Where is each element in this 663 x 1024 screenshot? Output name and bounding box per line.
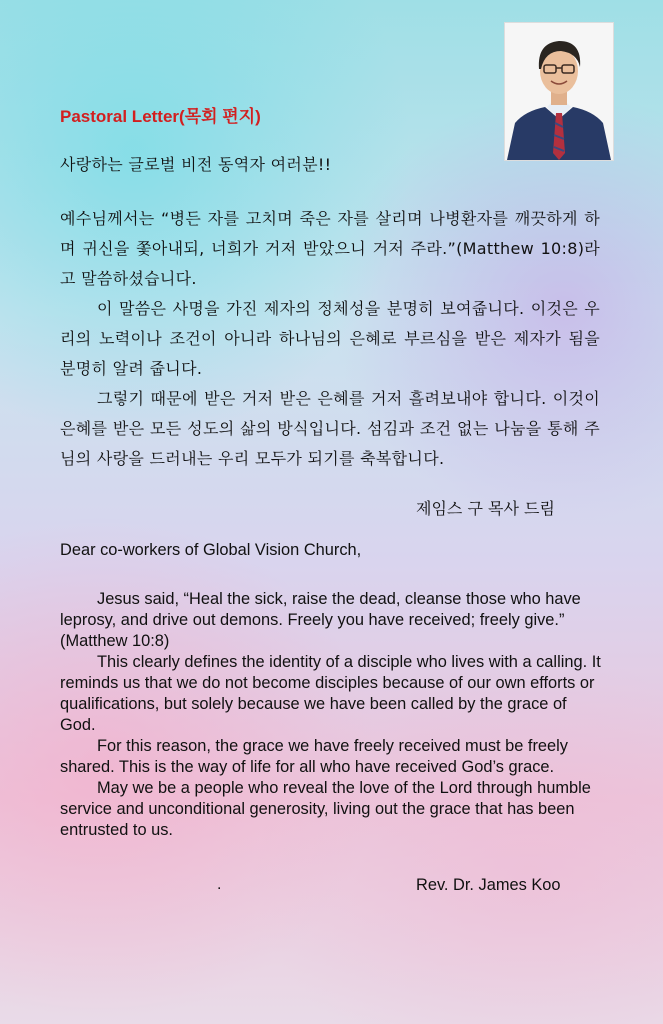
letter-title: Pastoral Letter(목회 편지) [60,107,261,126]
english-signature: Rev. Dr. James Koo [416,876,561,894]
korean-greeting-text: 사랑하는 글로벌 비전 동역자 여러분!! [60,155,332,174]
english-paragraph: For this reason, the grace we have freely received must be freely shared. This is the way of life for all who have received God’s grace. [60,737,568,776]
english-paragraph: Jesus said, “Heal the sick, raise the dead, cleanse those who have leprosy, and drive out demons. Freely you have received; freely give.” (Matthew 10:8) [60,590,581,650]
korean-paragraph: 이 말씀은 사명을 가진 제자의 정체성을 분명히 보여줍니다. 이것은 우리의 노력이나 조건이 아니라 하나님의 은혜로 부르심을 받은 제자가 됨을 분명히 알려 줍니다. [60,299,600,378]
korean-body [60,204,600,474]
english-paragraph: This clearly defines the identity of a disciple who lives with a calling. It reminds us that we do not become disciples because of our own efforts or qualifications, but solely because we have been called by the grace of God. [60,653,601,734]
english-greeting: Dear co-workers of Global Vision Church, [60,541,362,559]
pastor-photo [504,22,614,161]
pastor-portrait-image [505,23,613,160]
korean-greeting [60,150,600,180]
english-body [60,589,605,841]
korean-signature: 제임스 구 목사 드림 [416,499,555,518]
english-paragraph: May we be a people who reveal the love of the Lord through humble service and unconditional generosity, living out the grace that has been entrusted to us. [60,779,591,839]
korean-paragraph: 예수님께서는 “병든 자를 고치며 죽은 자를 살리며 나병환자를 깨끗하게 하며 귀신을 쫓아내되, 너희가 거저 받았으니 거저 주라.”(Matthew 10:8)라고 말씀하셨습니다. [60,209,600,288]
korean-paragraph: 그렇기 때문에 받은 거저 받은 은혜를 거저 흘려보내야 합니다. 이것이 은혜를 받은 모든 성도의 삶의 방식입니다. 섬김과 조건 없는 나눔을 통해 주님의 사랑을 드러내는 우리 모두가 되기를 축복합니다. [60,389,600,468]
separator-dot: . [217,876,222,893]
